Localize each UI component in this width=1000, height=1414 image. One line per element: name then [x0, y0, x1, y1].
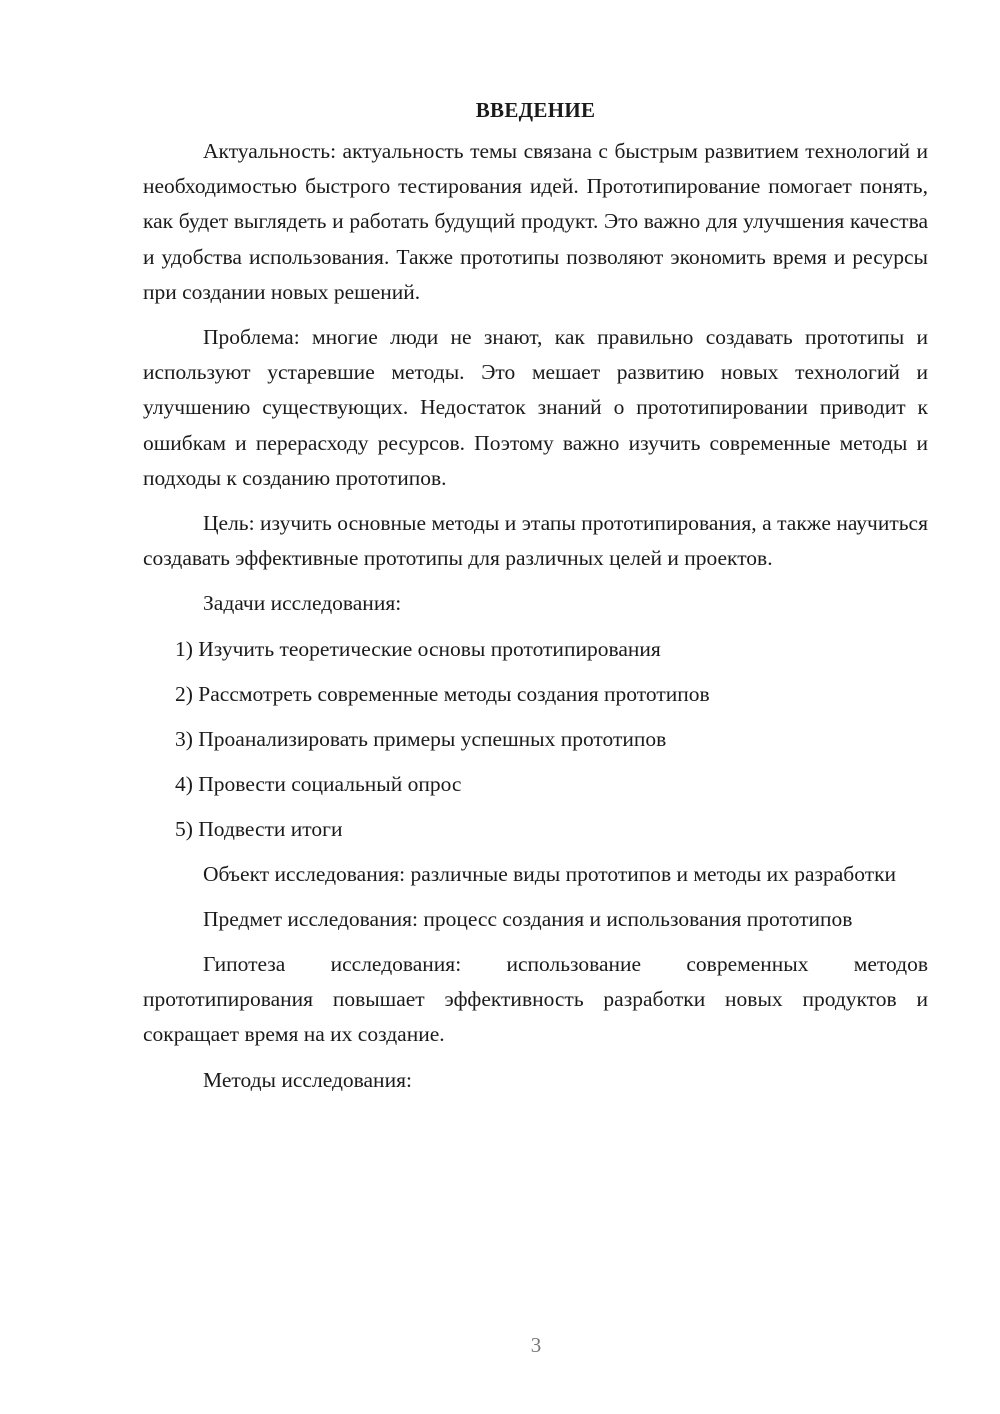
list-item: 5) Подвести итоги [175, 816, 343, 841]
list-item: 4) Провести социальный опрос [175, 771, 462, 796]
list-item: 3) Проанализировать примеры успешных прототипов [175, 726, 667, 751]
tasks-list [143, 632, 928, 847]
paragraph-methods-heading: Методы исследования: [203, 1067, 412, 1092]
paragraph-tasks-heading: Задачи исследования: [203, 591, 402, 616]
paragraph-hypothesis: Гипотеза исследования: использование современных методов прототипирования повышает эффективность разработки новых продуктов и сокращает время на их создание. [143, 952, 928, 1047]
page-title: ВВЕДЕНИЕ [475, 98, 596, 122]
paragraph-relevance: Актуальность: актуальность темы связана с быстрым развитием технологий и необходимостью быстрого тестирования идей. Прототипирование помогает понять, как будет выглядеть и работать будущий продукт. Это важно для улучшения качества и удобства использования. Также прототипы позволяют экономить время и ресурсы при создании новых решений. [143, 139, 928, 304]
paragraph-subject: Предмет исследования: процесс создания и использования прототипов [203, 906, 853, 931]
paragraph-goal: Цель: изучить основные методы и этапы прототипирования, а также научиться создавать эффективные прототипы для различных целей и проектов. [143, 511, 928, 571]
paragraph-problem: Проблема: многие люди не знают, как правильно создавать прототипы и используют устаревшие методы. Это мешает развитию новых технологий и улучшению существующих. Недостаток знаний о прототипировании приводит к ошибкам и перерасходу ресурсов. Поэтому важно изучить современные методы и подходы к созданию прототипов. [143, 325, 928, 490]
list-item: 2) Рассмотреть современные методы создания прототипов [175, 681, 710, 706]
paragraph-object: Объект исследования: различные виды прототипов и методы их разработки [203, 861, 897, 886]
document-page [143, 95, 928, 1108]
page-number: 3 [530, 1333, 542, 1357]
list-item: 1) Изучить теоретические основы прототипирования [175, 636, 661, 661]
